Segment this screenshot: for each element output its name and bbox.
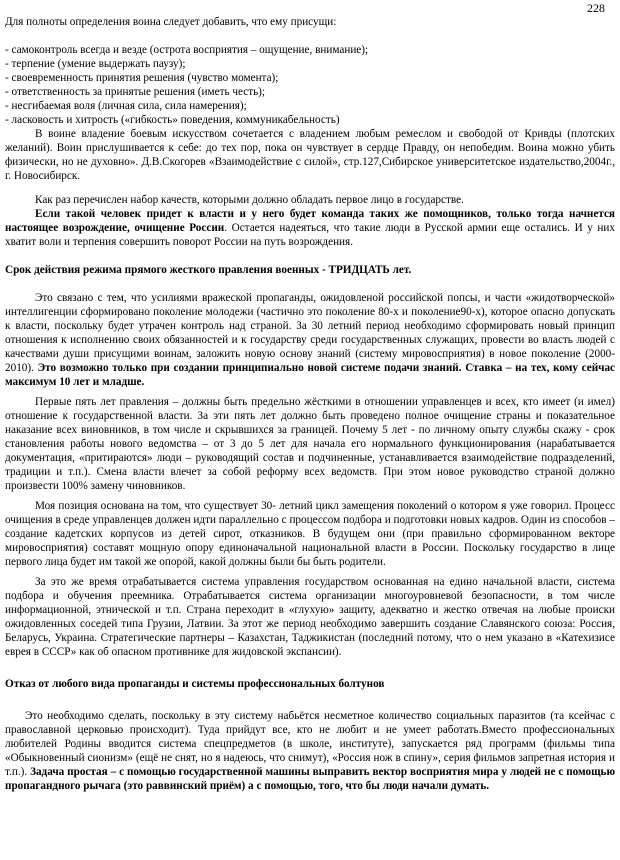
page-content (5, 15, 615, 793)
paragraph-text: Это необходимо сделать, поскольку в эту систему набьётся несметное количество социальных паразитов (та ксейчас с православной церковью происходит). Туда прийдут все, кто не любит и не умеет работать.Вместо профессиональных любителей Родины вводится система спецпредметов (в школе, институте), запускается ряд программ (фильмы типа «Обыкновенный сионизм» (ещё не снят, но я надеюсь, что снимут), «Россия нож в спину», серия фильмов запретная история и т.п.). (5, 710, 615, 778)
quote-paragraph: В воине владение боевым искусством сочетается с владением любым ремеслом и свободой от Кривды (плотских желаний). Воин прислушивается к себе: до тех пор, пока он чувствует в сердце Правду, он непобедим. Воина можно убить физически, но не духовно». Д.В.Скогорев «Взаимодействие с силой», стр.127,Сибирское университетское издательство,2004г., г. Новосибирск. (5, 128, 615, 182)
paragraph-text: Это связано с тем, что усилиями вражеской пропаганды, ожидовленой российской попсы, и части «жидотворческой» интеллигенции сформировано поколение молодежи (частично это поколение 80-х и поколение90-х), которое опасно допускать к власти, поскольку будет утрачен контроль над страной. За 30 летний период необходимо сформировать новый принцип отношения к исполнению своих обязанностей и к государству среди государственных служащих, провести во власть людей с качествами души присущими воинам, заложить новую основу знаний (систему мировосприятия) в новое поколение (2000- 2010). (5, 292, 615, 374)
list-item: - ответственность за принятые решения (иметь честь); (5, 86, 266, 98)
spacer (5, 183, 615, 193)
section-heading: Отказ от любого вида пропаганды и системы профессиональных болтунов (5, 678, 385, 690)
paragraph: Как раз перечислен набор качеств, которыми должно обладать первое лицо в государстве. (35, 194, 464, 206)
list-item: - своевременность принятия решения (чувство момента); (5, 72, 279, 84)
spacer (5, 29, 615, 43)
spacer (5, 277, 615, 291)
paragraph (5, 709, 615, 793)
bold-text: Задача простая – с помощью государственной машины выправить вектор восприятия мира у людей не с помощью пропагандного рычага (это раввинский приём) а с помощью, того, что бы люди начали думать. (5, 766, 615, 792)
paragraph-text: . Остается надеяться, что такие люди в Русской армии еще остались. И у них хватит воли и терпения совершить поворот России на путь возрождения. (5, 222, 615, 248)
bold-text: Это возможно только при создании принципиально новой системе подачи знаний. Ставка – на тех, кому сейчас максимум 10 лет и младше. (5, 362, 616, 388)
traits-list (5, 43, 615, 127)
list-item: - терпение (умение выдержать паузу); (5, 58, 186, 70)
paragraph (5, 291, 615, 389)
list-item: - самоконтроль всегда и везде (острота восприятия – ощущение, внимание); (5, 44, 369, 56)
paragraph (5, 207, 615, 249)
list-item: - несгибаемая воля (личная сила, сила намерения); (5, 100, 247, 112)
spacer (5, 691, 615, 709)
bold-text: Если такой человек придет к власти и у него будет команда таких же помощников, только тогда начнется настоящее возрождение, очищение России (5, 208, 615, 234)
paragraph: Моя позиция основана на том, что существует 30- летний цикл замещения поколений о котором я уже говорил. Процесс очищения в среде управленцев должен идти параллельно с процессом подбора и подготовки новых кадров. Один из способов – создание кадетских корпусов из детей сирот, отказников. В будущем они (при правильно сформированном векторе мировосприятия) составят мощную опору единоначальной национальной власти в России. Поскольку государство в лице первого лица будет им такой же опорой, какой должны были бы быть родители. (5, 500, 615, 568)
intro-paragraph: Для полноты определения воина следует добавить, что ему присущи: (5, 16, 337, 28)
spacer (5, 249, 615, 263)
paragraph: Первые пять лет правления – должны быть предельно жёсткими в отношении управленцев и всех, кто имеет (и имел) отношение к государственной власти. За эти пять лет должно быть проведено полное очищение страны и показательное наказание всех виновников, в том числе и скрывшихся за границей. Почему 5 лет - по личному опыту службы скажу - срок становления работы нового ведомства – от 3 до 5 лет для начала его нормального функционирования (нарабатывается документация, «притираются» люди – руководящий состав и подчиненные, устанавливается взаимодействие подразделений, традиции и т.п.). Смена власти влечет за собой реформу всех ведомств. При этом новое руководство страной должно произвести 100% замену чиновников. (5, 396, 615, 492)
page-number: 228 (587, 1, 605, 15)
list-item: - ласковость и хитрость («гибкость» поведения, коммуникабельность) (5, 114, 340, 126)
section-heading: Срок действия режима прямого жесткого правления военных - ТРИДЦАТЬ лет. (5, 264, 412, 276)
spacer (5, 659, 615, 677)
paragraph: За это же время отрабатывается система управления государством основанная на едино начальной власти, система подбора и обучения преемника. Отрабатывается система организации многоуровневой безопасности, в том числе информационной, этнической и т.п. Страна переходит в «глухую» защиту, адекватно и жестко отвечая на любые происки ожидовленных соседей типа Грузии, Латвии. За этот же период необходимо завершить создание Славянского союза: Россия, Беларусь, Украина. Стратегические партнеры – Казахстан, Таджикистан (последний потому, что о нем указано в «Катехизисе еврея в СССР» как об опасном противнике для жидовской экспансии). (5, 576, 615, 658)
